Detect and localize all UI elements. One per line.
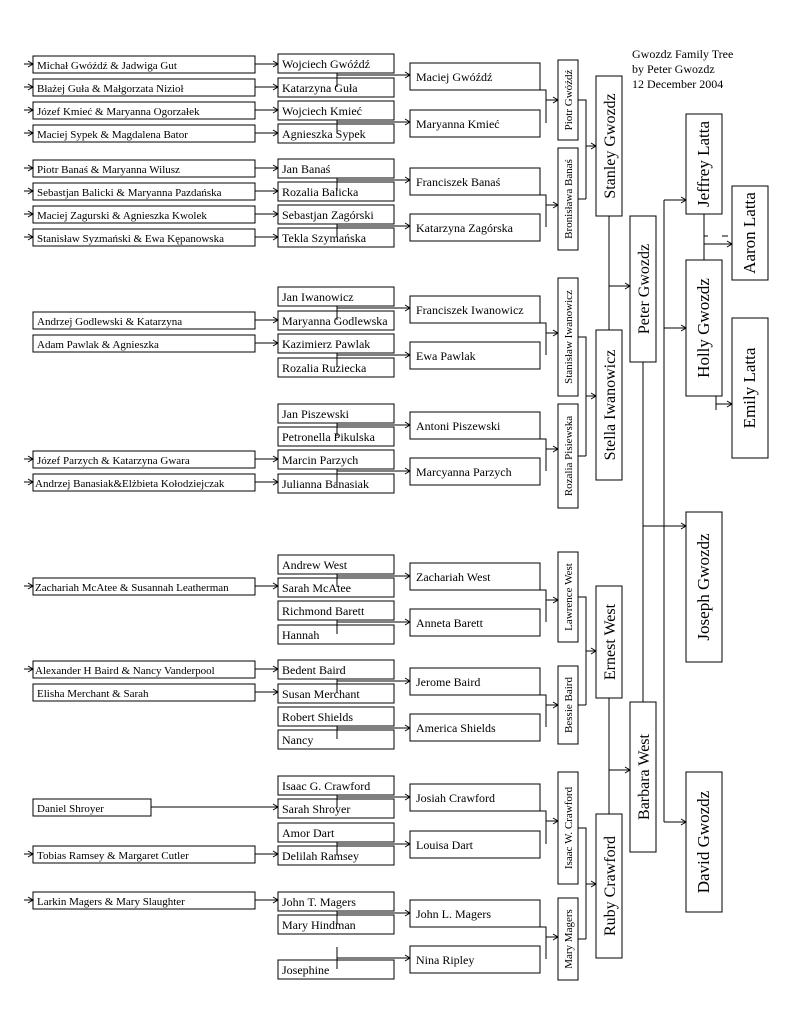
person-box	[278, 892, 394, 911]
ancestor-pair-box	[33, 183, 255, 200]
svg-text:Stella Iwanowicz: Stella Iwanowicz	[602, 349, 619, 461]
person-box	[596, 76, 622, 216]
svg-text:Barbara West: Barbara West	[636, 734, 653, 820]
ancestor-pair-box	[33, 206, 255, 223]
svg-text:Jan Piszewski: Jan Piszewski	[282, 407, 349, 421]
ancestor-pair-box	[33, 160, 255, 177]
ancestor-pair-box	[33, 892, 255, 909]
person-box	[686, 512, 722, 662]
person-box	[278, 601, 394, 620]
svg-text:Franciszek Iwanowicz: Franciszek Iwanowicz	[416, 303, 524, 317]
svg-text:Ruby Crawford: Ruby Crawford	[602, 836, 619, 936]
person-box	[278, 730, 394, 749]
svg-text:Jeffrey Latta: Jeffrey Latta	[694, 120, 713, 208]
svg-text:John L. Magers: John L. Magers	[416, 907, 491, 921]
person-box	[410, 831, 540, 858]
svg-text:Josephine: Josephine	[282, 963, 330, 977]
gen1-to-gen0-connectors	[609, 216, 630, 814]
svg-text:Anneta Barett: Anneta Barett	[416, 616, 483, 630]
person-box	[278, 358, 394, 377]
svg-text:Rozalia Balicka: Rozalia Balicka	[282, 185, 359, 199]
person-box	[732, 186, 768, 280]
ancestor-pairs	[33, 56, 255, 909]
person-box	[278, 54, 394, 73]
svg-text:Wojciech Gwóźdź: Wojciech Gwóźdź	[282, 57, 370, 71]
tree-date: 12 December 2004	[632, 77, 724, 91]
person-box	[278, 823, 394, 842]
svg-text:David Gwozdz: David Gwozdz	[694, 790, 713, 894]
left-edge-arrows	[24, 61, 33, 903]
person-box	[410, 563, 540, 590]
gen4-column	[278, 54, 394, 979]
svg-text:Marcyanna Parzych: Marcyanna Parzych	[416, 465, 512, 479]
svg-text:Amor Dart: Amor Dart	[282, 826, 335, 840]
person-box	[596, 814, 622, 958]
gen2-column	[558, 60, 578, 980]
grandchildren-column	[732, 186, 768, 458]
person-box	[410, 412, 540, 439]
gen2-to-gen1-connectors	[578, 100, 596, 939]
tree-title: Gwozdz Family Tree	[632, 47, 734, 61]
svg-text:Jan Iwanowicz: Jan Iwanowicz	[282, 290, 354, 304]
person-box	[278, 78, 394, 97]
svg-text:Richmond Barett: Richmond Barett	[282, 604, 365, 618]
svg-text:Joseph Gwozdz: Joseph Gwozdz	[694, 533, 713, 641]
svg-text:Mary Hindman: Mary Hindman	[282, 918, 356, 932]
svg-text:Bessie Baird: Bessie Baird	[563, 677, 575, 733]
svg-text:Piotr Banaś & M: Piotr Banaś & Maryanna Wilusz	[37, 164, 180, 176]
person-box	[410, 458, 540, 485]
svg-text:Antoni Piszewski: Antoni Piszewski	[416, 419, 501, 433]
ancestor-pair-box	[33, 79, 255, 96]
svg-text:Josiah Crawford: Josiah Crawford	[416, 791, 495, 805]
svg-text:Elisha Merchant & Sarah: Elisha Merchant & Sarah	[37, 688, 149, 700]
person-box	[410, 63, 540, 90]
svg-text:Alexander H Baird & Nancy Vand: Alexander H Baird & Nancy Vanderpool	[35, 665, 215, 677]
person-box	[278, 915, 394, 934]
ancestor-pair-box	[33, 102, 255, 119]
svg-text:Piotr Gwóźdź: Piotr Gwóźdź	[563, 69, 575, 131]
svg-text:Błażej Guła & Małgorzata: Błażej Guła & Małgorzata Nizioł	[37, 83, 184, 95]
svg-text:Bedent Baird: Bedent Baird	[282, 663, 346, 677]
svg-text:Maciej Gwóźdź: Maciej Gwóźdź	[416, 70, 493, 84]
svg-text:Bronisława Banaś: Bronisława Banaś	[563, 159, 575, 239]
person-box	[278, 960, 394, 979]
person-box	[558, 666, 578, 744]
svg-text:Rozalia Ruziecka: Rozalia Ruziecka	[282, 361, 367, 375]
gen3-to-gen2-connectors	[540, 90, 558, 959]
person-box	[278, 427, 394, 446]
svg-text:Katarzyna Zagórska: Katarzyna Zagórska	[416, 221, 513, 235]
person-box	[410, 784, 540, 811]
svg-text:Michał Gwóźdź & Jadw: Michał Gwóźdź & Jadwiga Gut	[37, 60, 177, 72]
person-box	[278, 450, 394, 469]
ancestor-pair-box	[33, 229, 255, 246]
svg-text:Sarah Shroyer: Sarah Shroyer	[282, 802, 351, 816]
svg-text:Larkin Magers & Mary: Larkin Magers & Mary Slaughter	[37, 896, 185, 908]
ancestor-pair-box	[33, 578, 255, 595]
person-box	[278, 846, 394, 865]
svg-text:Zachariah West: Zachariah West	[416, 570, 491, 584]
svg-text:Andrew West: Andrew West	[282, 558, 348, 572]
person-box	[278, 555, 394, 574]
svg-text:Holly Gwozdz: Holly Gwozdz	[694, 278, 713, 378]
person-box	[630, 216, 656, 362]
person-box	[558, 60, 578, 140]
person-box	[278, 404, 394, 423]
person-box	[410, 168, 540, 195]
ancestor-pair-box	[33, 125, 255, 142]
person-box	[410, 946, 540, 973]
svg-text:Zachariah McAtee & Susannah Le: Zachariah McAtee & Susannah Leatherman	[35, 582, 229, 594]
svg-text:Lawrence West: Lawrence West	[563, 563, 575, 631]
svg-text:Hannah: Hannah	[282, 628, 320, 642]
person-box	[558, 148, 578, 250]
svg-text:Katarzyna Guła: Katarzyna Guła	[282, 81, 358, 95]
person-box	[278, 660, 394, 679]
svg-text:Sebastjan Zagórski: Sebastjan Zagórski	[282, 208, 374, 222]
person-box	[410, 668, 540, 695]
ancestor-pair-box	[33, 335, 255, 352]
svg-text:Tobias Ramsey & Margare: Tobias Ramsey & Margaret Cutler	[37, 850, 189, 862]
svg-text:Susan Merchant: Susan Merchant	[282, 687, 360, 701]
person-box	[278, 684, 394, 703]
svg-text:Nina Ripley: Nina Ripley	[416, 953, 475, 967]
gen3-column	[410, 63, 540, 973]
person-box	[410, 296, 540, 323]
svg-text:Adam Pawlak & Ag: Adam Pawlak & Agnieszka	[37, 339, 159, 351]
svg-text:Louisa Dart: Louisa Dart	[416, 838, 473, 852]
svg-text:Kazimierz Pawlak: Kazimierz Pawlak	[282, 337, 371, 351]
svg-text:Stanisław Iwanowicz: Stanisław Iwanowicz	[563, 290, 575, 384]
person-box	[278, 707, 394, 726]
person-box	[278, 182, 394, 201]
person-box	[686, 260, 722, 396]
svg-text:Józef Parzych & Kata: Józef Parzych & Katarzyna Gwara	[37, 455, 190, 467]
person-box	[278, 205, 394, 224]
svg-text:Daniel Shroyer: Daniel Shroyer	[37, 803, 104, 815]
ancestor-pair-box	[33, 474, 255, 491]
svg-text:Józef Kmieć & Maryanna Ogo: Józef Kmieć & Maryanna Ogorzałek	[37, 106, 200, 118]
ancestor-pair-box	[33, 56, 255, 73]
person-box	[596, 586, 622, 698]
person-box	[558, 898, 578, 980]
person-box	[410, 609, 540, 636]
person-box	[558, 278, 578, 396]
svg-text:Maryanna Kmieć: Maryanna Kmieć	[416, 117, 500, 131]
svg-text:Sarah McAtee: Sarah McAtee	[282, 581, 351, 595]
person-box	[278, 311, 394, 330]
person-box	[278, 228, 394, 247]
svg-text:Petronella Pikulska: Petronella Pikulska	[282, 430, 375, 444]
ancestor-pair-box	[33, 661, 255, 678]
svg-text:Nancy: Nancy	[282, 733, 314, 747]
svg-text:Julianna Banasiak: Julianna Banasiak	[282, 477, 369, 491]
ancestor-pair-box	[33, 846, 255, 863]
person-box	[410, 714, 540, 741]
person-box	[732, 318, 768, 458]
svg-text:Franciszek Banaś: Franciszek Banaś	[416, 175, 501, 189]
svg-text:Ernest West: Ernest West	[602, 603, 619, 681]
person-box	[558, 552, 578, 642]
person-box	[278, 124, 394, 143]
svg-text:Mary Magers: Mary Magers	[563, 909, 575, 969]
person-box	[410, 900, 540, 927]
svg-text:Rozalia Pisiewska: Rozalia Pisiewska	[563, 415, 575, 497]
person-box	[410, 110, 540, 137]
person-box	[410, 342, 540, 369]
person-box	[558, 772, 578, 884]
svg-text:Maciej Sypek & Magdalena B: Maciej Sypek & Magdalena Bator	[37, 129, 188, 141]
svg-text:John T. Magers: John T. Magers	[282, 895, 356, 909]
svg-text:Wojciech Kmieć: Wojciech Kmieć	[282, 104, 362, 118]
svg-text:Emily Latta: Emily Latta	[740, 347, 759, 429]
svg-text:Maciej Zagurski & Agnieszka: Maciej Zagurski & Agnieszka Kwolek	[37, 210, 207, 222]
person-box	[278, 578, 394, 597]
svg-text:Isaac W. Crawford: Isaac W. Crawford	[563, 786, 575, 870]
svg-text:Andrzej Godlewski & Ka: Andrzej Godlewski & Katarzyna	[37, 316, 183, 328]
svg-text:Peter Gwozdz: Peter Gwozdz	[636, 243, 653, 335]
svg-text:Agnieszka Sypek: Agnieszka Sypek	[282, 127, 366, 141]
person-box	[278, 101, 394, 120]
person-box	[278, 334, 394, 353]
person-box	[278, 159, 394, 178]
svg-text:Ewa Pawlak: Ewa Pawlak	[416, 349, 476, 363]
svg-text:Isaac G. Crawford: Isaac G. Crawford	[282, 779, 371, 793]
person-box	[278, 287, 394, 306]
tree-author: by Peter Gwozdz	[632, 62, 715, 76]
svg-text:Robert Shields: Robert Shields	[282, 710, 353, 724]
svg-text:Stanley Gwozdz: Stanley Gwozdz	[602, 93, 619, 199]
svg-text:Marcin Parzych: Marcin Parzych	[282, 453, 359, 467]
person-box	[278, 625, 394, 644]
person-box	[278, 799, 394, 818]
svg-text:Aaron Latta: Aaron Latta	[740, 192, 759, 274]
person-box	[686, 772, 722, 912]
svg-text:Stanisław Syzmański & Ewa Kępa: Stanisław Syzmański & Ewa Kępanowska	[37, 233, 224, 245]
svg-text:Delilah Ramsey: Delilah Ramsey	[282, 849, 359, 863]
ancestor-pair-box	[33, 799, 151, 816]
ancestor-pair-box	[33, 451, 255, 468]
gen1-column	[596, 76, 622, 958]
person-box	[558, 404, 578, 508]
person-box	[278, 776, 394, 795]
person-box	[410, 214, 540, 241]
svg-text:Jan Banaś: Jan Banaś	[282, 162, 331, 176]
svg-text:Andrzej Banasiak&Elżbieta Koło: Andrzej Banasiak&Elżbieta Kołodziejczak	[35, 478, 225, 490]
svg-text:Maryanna Godlewska: Maryanna Godlewska	[282, 314, 388, 328]
svg-text:Sebastjan Balicki & Maryanna P: Sebastjan Balicki & Maryanna Pazdańska	[37, 187, 222, 199]
svg-text:America Shields: America Shields	[416, 721, 496, 735]
person-box	[596, 330, 622, 480]
person-box	[278, 474, 394, 493]
person-box	[686, 114, 722, 214]
svg-text:Tekla Szymańska: Tekla Szymańska	[282, 231, 367, 245]
person-box	[630, 702, 656, 852]
ancestor-pair-box	[33, 312, 255, 329]
svg-text:Jerome Baird: Jerome Baird	[416, 675, 481, 689]
ancestor-pair-box	[33, 684, 255, 701]
